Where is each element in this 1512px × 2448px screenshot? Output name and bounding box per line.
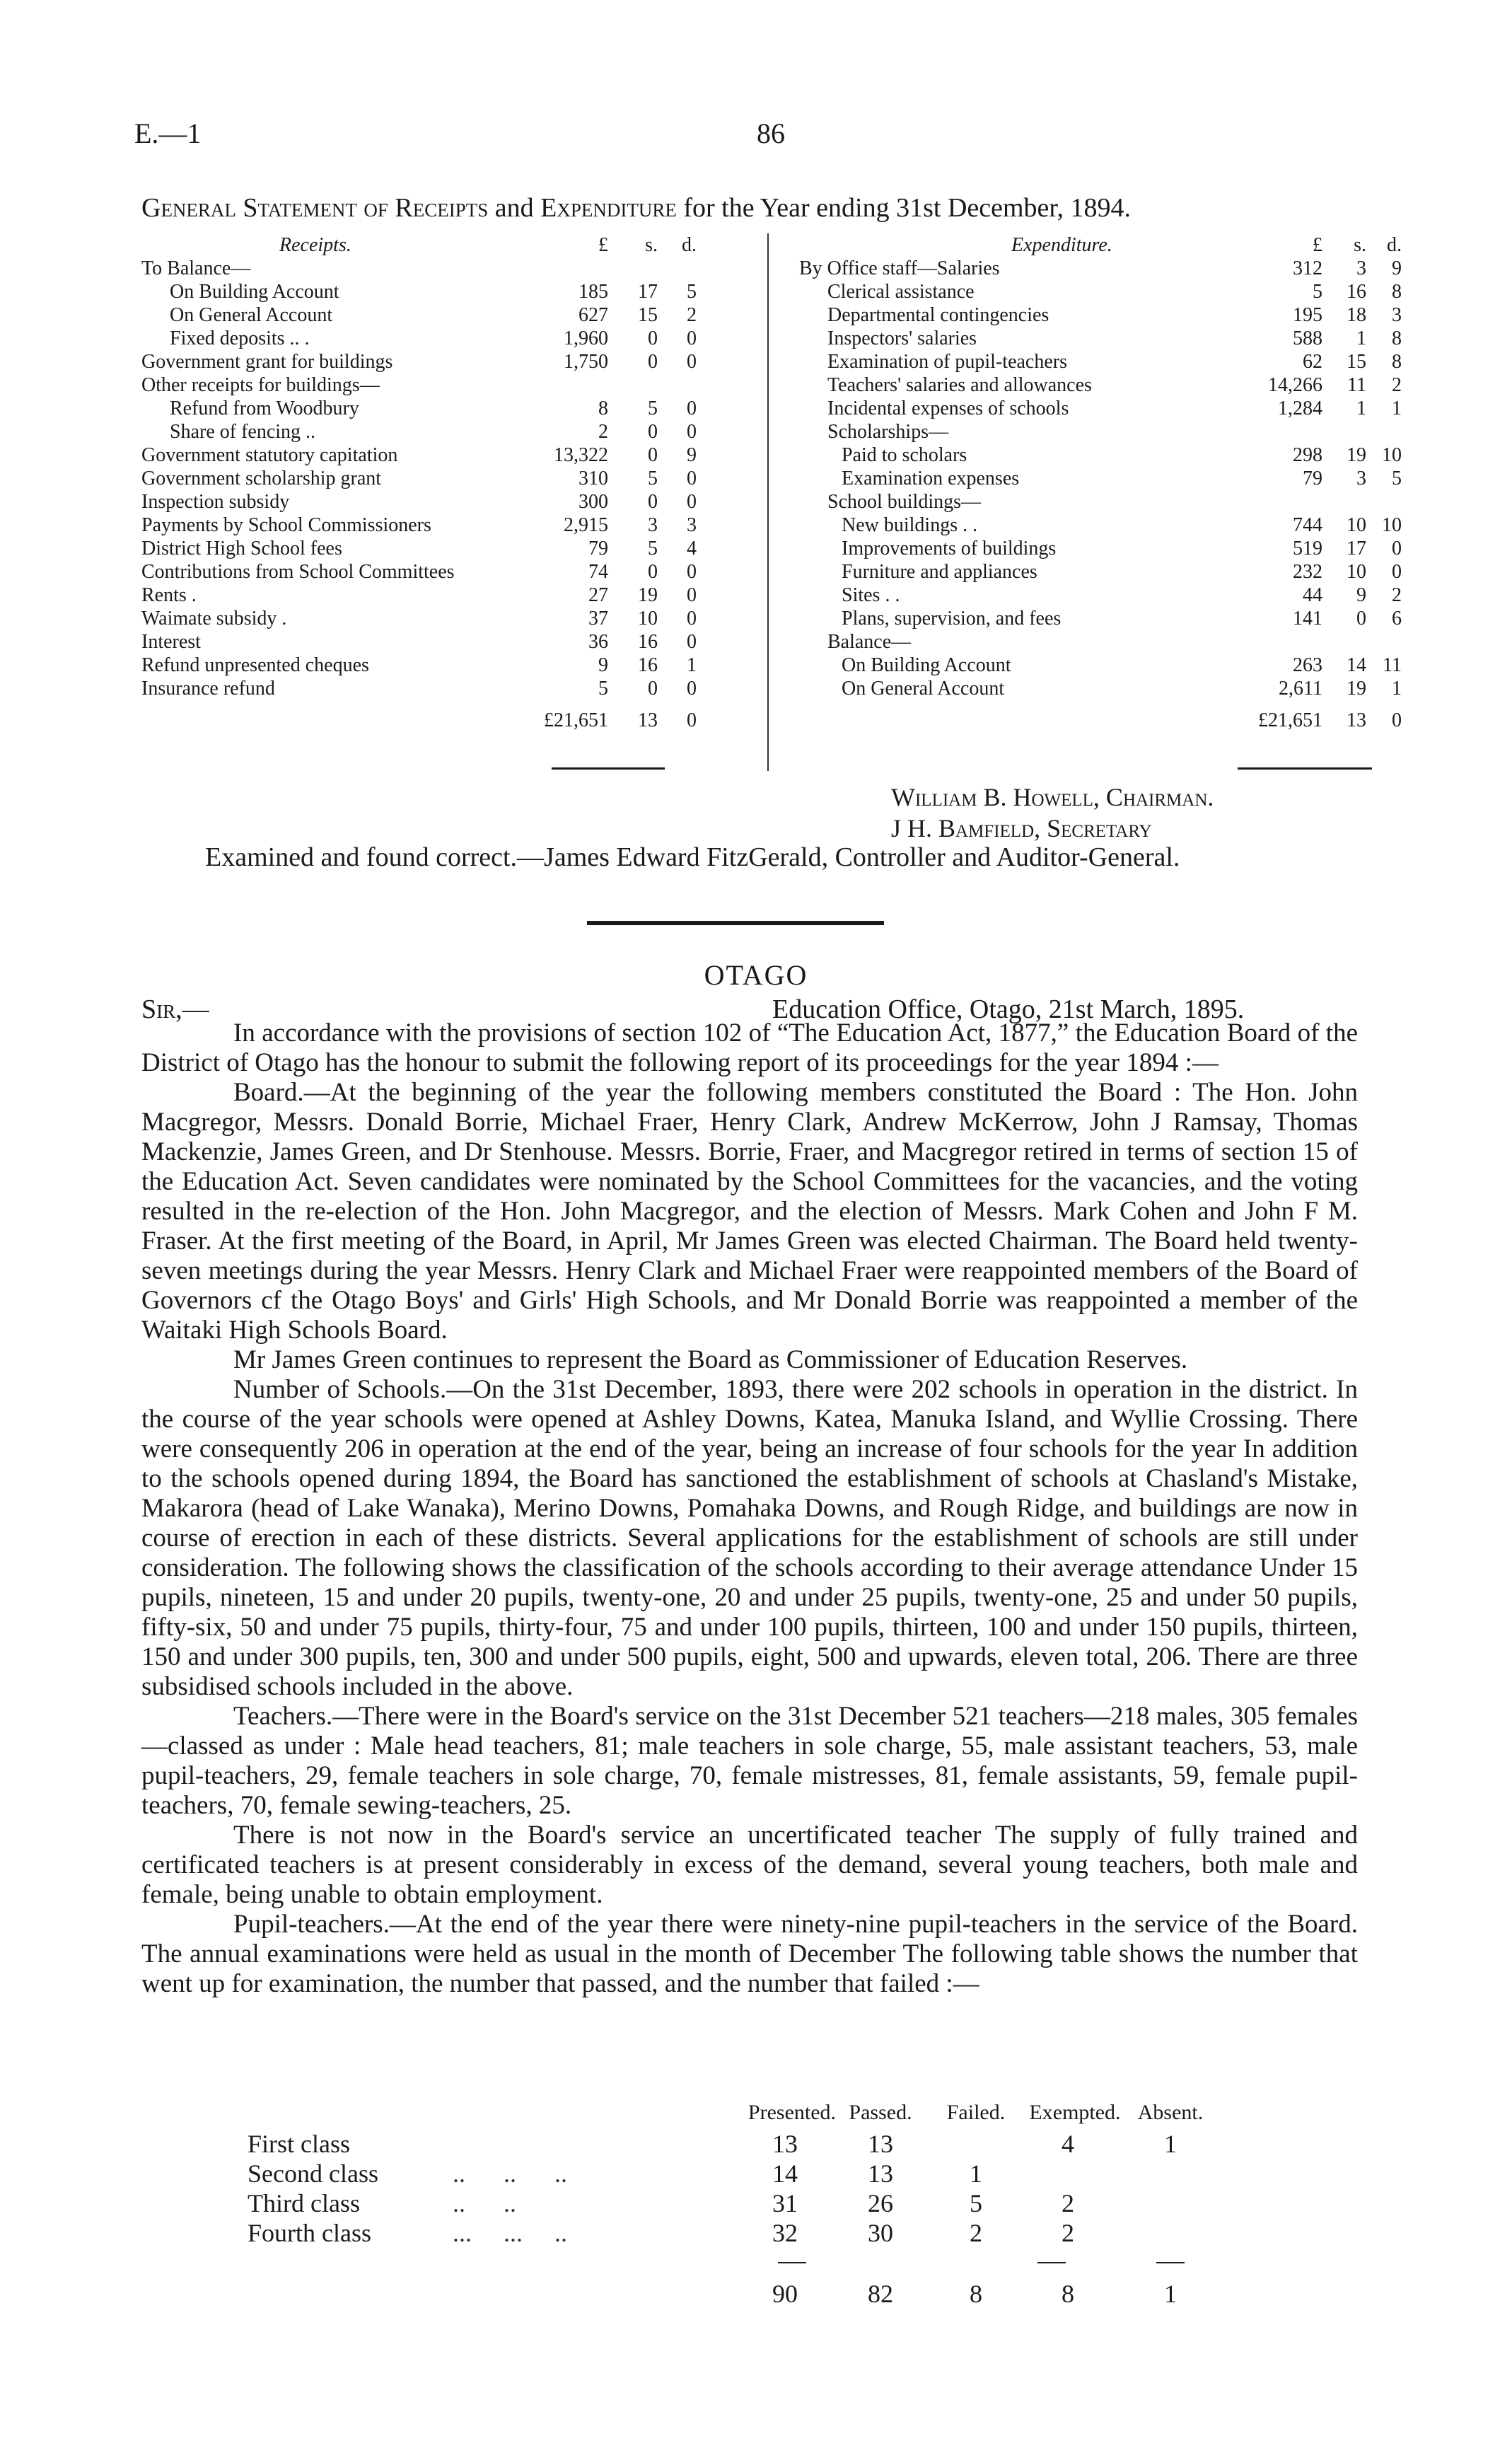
class-label: Fourth class: [248, 2219, 371, 2247]
class-label: Second class: [248, 2159, 378, 2188]
ledger-pence: 0: [687, 561, 697, 583]
header-presented: Presented.: [748, 2101, 837, 2124]
ledger-row: [799, 327, 1407, 350]
ledger-pounds: 27: [588, 584, 608, 606]
ledger-pounds: 185: [578, 281, 608, 303]
ledger-row-label: Balance—: [827, 631, 912, 653]
ledger-row-label: On General Account: [170, 304, 333, 326]
header-exempted: Exempted.: [1029, 2101, 1121, 2124]
cell-passed: 26: [868, 2189, 893, 2217]
cell-exempted: 2: [1062, 2219, 1074, 2247]
total-passed: 82: [868, 2280, 893, 2308]
ledger-shillings: 10: [638, 608, 658, 630]
ledger-pence: 8: [1392, 281, 1402, 303]
ledger-shillings: 0: [648, 561, 658, 583]
ledger-shillings: 10: [1347, 561, 1366, 583]
cell-presented: 32: [772, 2219, 798, 2247]
table-body: [141, 2129, 1358, 2248]
ledger-row: [799, 257, 1407, 280]
ledger-row-label: Sites . .: [842, 584, 900, 606]
paragraph-board: Board.—At the beginning of the year the following members constituted the Board : The Hon. John Macgregor, Messrs. Donald Borrie, Michael Fraer, Henry Clark, Andrew McKerrow, John J Ramsay, Thomas Mackenzie, James Green, and Dr Stenhouse. Messrs. Borrie, Fraer, and Macgregor retired in terms of section 15 of the Education Act. Seven candidates were nominated by the School Committees for the vacancies, and the voting resulted in the re-election of the Hon. John Macgregor, and the election of Messrs. Mark Cohen and John F M. Fraser. At the first meeting of the Board, in April, Mr James Green was elected Chairman. The Board held twenty-seven meetings during the year Messrs. Henry Clark and Michael Fraer were reappointed members of the Board of Governors cf the Otago Boys' and Girls' High Schools, and Mr Donald Borrie was reappointed a member of the Waitaki High Schools Board.: [141, 1078, 1358, 1345]
leader-dots: ... ... ..: [453, 2219, 567, 2247]
ledger-pence: 0: [687, 678, 697, 700]
ledger-row: [141, 280, 764, 303]
ledger-pounds: 36: [588, 631, 608, 653]
ledger-pounds: 2,915: [564, 514, 608, 536]
paragraph-teachers: Teachers.—There were in the Board's service on the 31st December 521 teachers—218 males, 305 females—classed as under : Male head teachers, 81; male teachers in sole charge, 55, male assistant teachers, 53, male pupil-teachers, 29, female teachers in sole charge, 70, female mistresses, 81, female assistants, 59, female pupil-teachers, 70, female sewing-teachers, 25.: [141, 1702, 1358, 1820]
ledger-pence: 3: [687, 514, 697, 536]
table-row: [141, 2129, 1358, 2159]
ledger-shillings: 0: [648, 491, 658, 513]
ledger-row-label: Fixed deposits .. .: [170, 327, 310, 349]
ledger-row: [799, 373, 1407, 397]
ledger-shillings: 18: [1347, 304, 1366, 326]
cell-failed: 2: [970, 2219, 982, 2247]
chairman-signature: William B. Howell, Chairman.: [891, 783, 1214, 811]
ledger-row-label: Share of fencing ..: [170, 421, 316, 443]
ledger-pounds: 141: [1293, 608, 1322, 630]
ledger-row: [141, 584, 764, 607]
ledger-pounds: 74: [588, 561, 608, 583]
table-row: [141, 2188, 1358, 2218]
ledger-pence: 10: [1382, 514, 1402, 536]
ledger-pounds: 5: [598, 678, 608, 700]
ledger-row-label: Government statutory capitation: [141, 444, 398, 466]
ledger-row-label: Scholarships—: [827, 421, 949, 443]
ledger-row: [799, 467, 1407, 490]
receipts-header-row: Receipts. £ s. d.: [279, 234, 697, 256]
ledger-row: [799, 654, 1407, 677]
ledger-pence: 0: [687, 421, 697, 443]
ledger-row: [799, 630, 1407, 654]
ledger-row-label: Government grant for buildings: [141, 351, 393, 373]
ledger-pounds: 9: [598, 654, 608, 676]
table-row: [141, 2159, 1358, 2188]
ledger-shillings: 3: [1356, 468, 1366, 489]
ledger-shillings: 0: [1356, 608, 1366, 630]
ledger-shillings: 15: [638, 304, 658, 326]
paragraph-pupil-teachers: Pupil-teachers.—At the end of the year there were ninety-nine pupil-teachers in the service of the Board. The annual examinations were held as usual in the month of December The following table shows the number that went up for examination, the number that passed, and the number that failed :—: [141, 1910, 1358, 1998]
report-body: [141, 1019, 1358, 1999]
paragraph-commissioner: Mr James Green continues to represent the Board as Commissioner of Education Reserves.: [233, 1345, 1188, 1374]
header-failed: Failed.: [946, 2101, 1006, 2124]
ledger-pence: 0: [687, 584, 697, 606]
ledger-row: [141, 654, 764, 677]
ledger-row-label: Departmental contingencies: [827, 304, 1049, 326]
ledger-pence: 3: [1392, 304, 1402, 326]
ledger-shillings: 19: [638, 584, 658, 606]
receipts-total-rule: [552, 767, 665, 770]
ledger-shillings: 0: [648, 444, 658, 466]
ledger-row: [799, 514, 1407, 537]
ledger-row: [141, 373, 764, 397]
receipts-total-pounds: £21,651: [544, 709, 608, 731]
page-number: 86: [757, 117, 785, 149]
receipts-table: [141, 233, 764, 732]
ledger-row: [141, 467, 764, 490]
header-absent: Absent.: [1137, 2101, 1204, 2124]
ledger-shillings: 1: [1356, 327, 1366, 349]
ledger-row-label: Paid to scholars: [842, 444, 967, 466]
ledger-row-label: Inspectors' salaries: [827, 327, 977, 349]
ledger-pounds: 8: [598, 398, 608, 419]
cell-presented: 13: [772, 2130, 798, 2158]
ledger-shillings: 9: [1356, 584, 1366, 606]
ledger-pence: 1: [1392, 678, 1402, 700]
ledger-shillings: 16: [638, 631, 658, 653]
ledger-row: [141, 303, 764, 327]
ledger-shillings: 0: [648, 327, 658, 349]
ledger-row: [799, 677, 1407, 700]
ledger-shillings: 1: [1356, 398, 1366, 419]
ledger-pence: 2: [1392, 374, 1402, 396]
class-label: First class: [248, 2130, 351, 2158]
table-header-row: [141, 2101, 1358, 2129]
section-separator: [587, 921, 884, 925]
ledger-pounds: 1,284: [1278, 398, 1322, 419]
ledger-pounds: 2,611: [1279, 678, 1322, 700]
ledger-row-label: Payments by School Commissioners: [141, 514, 431, 536]
ledger-shillings: 14: [1347, 654, 1366, 676]
cell-passed: 13: [868, 2130, 893, 2158]
ledger-pounds: 310: [578, 468, 608, 489]
ledger-shillings: 3: [1356, 257, 1366, 279]
ledger-row-label: Interest: [141, 631, 201, 653]
ledger-pounds: 312: [1293, 257, 1322, 279]
ledger-row: [141, 607, 764, 630]
ledger-pence: 2: [1392, 584, 1402, 606]
total-exempted: 8: [1062, 2280, 1074, 2308]
ledger-pounds: 1,960: [564, 327, 608, 349]
ledger-row-label: Waimate subsidy .: [141, 608, 287, 630]
leader-dots: .. ..: [453, 2189, 516, 2217]
ledger-pounds: 627: [578, 304, 608, 326]
ledger-row: [799, 280, 1407, 303]
ledger-pounds: 13,322: [554, 444, 608, 466]
ledger-pence: 0: [687, 631, 697, 653]
ledger-pounds: 232: [1293, 561, 1322, 583]
ledger-row-label: Insurance refund: [141, 678, 275, 700]
receipts-total-row: £21,651 13 0: [141, 709, 764, 732]
cell-failed: 5: [970, 2189, 982, 2217]
ledger-row-label: Plans, supervision, and fees: [842, 608, 1062, 630]
ledger-shillings: 16: [1347, 281, 1366, 303]
paragraph-certification: There is not now in the Board's service an uncertificated teacher The supply of fully trained and certificated teachers is at present considerably in excess of the demand, several young teachers, both male and female, being unable to obtain employment.: [141, 1821, 1358, 1909]
ledger-shillings: 10: [1347, 514, 1366, 536]
ledger-shillings: 5: [648, 538, 658, 559]
ledger-row: [141, 350, 764, 373]
paragraph-intro: In accordance with the provisions of section 102 of “The Education Act, 1877,” the Education Board of the District of Otago has the honour to submit the following report of its proceedings for the year 1894 :—: [141, 1019, 1358, 1077]
cell-passed: 30: [868, 2219, 893, 2247]
ledger-row-label: Incidental expenses of schools: [827, 398, 1069, 419]
ledger-row: [799, 303, 1407, 327]
cell-failed: 1: [970, 2159, 982, 2188]
ledger-pence: 11: [1383, 654, 1402, 676]
ledger-row: [799, 607, 1407, 630]
ledger-row: [141, 630, 764, 654]
ledger-pence: 9: [687, 444, 697, 466]
ledger-row: [141, 397, 764, 420]
ledger-row: [141, 677, 764, 700]
ledger-pence: 0: [687, 491, 697, 513]
ledger-pence: 1: [1392, 398, 1402, 419]
ledger-pounds: 744: [1293, 514, 1322, 536]
expenditure-rows: [799, 257, 1407, 700]
ledger-row: [799, 537, 1407, 560]
paragraph-schools: Number of Schools.—On the 31st December, 1893, there were 202 schools in operation in the district. In the course of the year schools were opened at Ashley Downs, Katea, Manuka Island, and Wyllie Crossing. There were consequently 206 in operation at the end of the year, being an increase of four schools for the year In addition to the schools opened during 1894, the Board has sanctioned the establishment of schools at Chasland's Mistake, Makarora (head of Lake Wanaka), Merino Downs, Pomahaka Downs, and Rough Ridge, and buildings are now in course of erection in each of these districts. Several applications for the establishment of schools are still under consideration. The following shows the classification of the schools according to their average attendance Under 15 pupils, nineteen, 15 and under 20 pupils, twenty-one, 20 and under 25 pupils, twenty-one, 25 and under 50 pupils, fifty-six, 50 and under 75 pupils, thirty-four, 75 and under 100 pupils, thirteen, 100 and under 150 pupils, thirteen, 150 and under 300 pupils, ten, 300 and under 500 pupils, eight, 500 and upwards, eleven total, 206. There are three subsidised schools included in the above.: [141, 1375, 1358, 1701]
ledger-row-label: On General Account: [842, 678, 1005, 700]
ledger-row: [141, 490, 764, 514]
total-absent: 1: [1164, 2280, 1177, 2308]
ledger-row-label: Clerical assistance: [827, 281, 975, 303]
ledger-row-label: Refund unpresented cheques: [141, 654, 369, 676]
ledger-row-label: To Balance—: [141, 257, 251, 279]
ledger-pence: 2: [687, 304, 697, 326]
secretary-signature: J H. Bamfield, Secretary: [891, 814, 1152, 842]
ledger-pence: 0: [687, 398, 697, 419]
expenditure-total-pounds: £21,651: [1258, 709, 1322, 731]
ledger-shillings: 0: [648, 351, 658, 373]
leader-dots: .. .. ..: [453, 2159, 567, 2188]
ledger-row-label: By Office staff—Salaries: [799, 257, 1000, 279]
ledger-row-label: Improvements of buildings: [842, 538, 1057, 559]
ledger-pounds: 79: [1303, 468, 1322, 489]
auditor-certification: Examined and found correct.—James Edward FitzGerald, Controller and Auditor-General.: [205, 842, 1180, 872]
ledger-row-label: District High School fees: [141, 538, 342, 559]
cell-presented: 31: [772, 2189, 798, 2217]
signature-block: [891, 782, 1214, 844]
ledger-row-label: Refund from Woodbury: [170, 398, 359, 419]
ledger-row: [141, 327, 764, 350]
ledger-row: [799, 350, 1407, 373]
section-title: OTAGO: [704, 959, 808, 991]
expenditure-heading: Expenditure.: [1011, 234, 1112, 256]
ledger-row-label: Furniture and appliances: [842, 561, 1037, 583]
ledger-pence: 5: [687, 281, 697, 303]
page-header: [134, 117, 1393, 159]
ledger-row-label: Inspection subsidy: [141, 491, 290, 513]
ledger-row: [141, 537, 764, 560]
total-failed: 8: [970, 2280, 982, 2308]
ledger-pence: 8: [1392, 351, 1402, 373]
ledger-shillings: 0: [648, 421, 658, 443]
ledger-pounds: 79: [588, 538, 608, 559]
expenditure-table: [799, 233, 1407, 732]
ledger-pence: 4: [687, 538, 697, 559]
total-rules: [141, 2248, 1358, 2279]
ledger-pounds: 37: [588, 608, 608, 630]
ledger-shillings: 15: [1347, 351, 1366, 373]
ledger-row-label: School buildings—: [827, 491, 982, 513]
ledger-pounds: 1,750: [564, 351, 608, 373]
ledger-row: [141, 420, 764, 443]
ledger-shillings: 17: [638, 281, 658, 303]
ledger-pounds: 519: [1293, 538, 1322, 559]
cell-exempted: 4: [1062, 2130, 1074, 2158]
ledger-pounds: 588: [1293, 327, 1322, 349]
expenditure-total-row: £21,651 13 0: [799, 709, 1407, 732]
header-passed: Passed.: [849, 2101, 912, 2124]
ledger-row: [799, 443, 1407, 467]
ledger-shillings: 19: [1347, 678, 1366, 700]
office-date-line: Education Office, Otago, 21st March, 1895.: [772, 994, 1245, 1024]
ledger-pounds: 263: [1293, 654, 1322, 676]
ledger-shillings: 11: [1347, 374, 1366, 396]
ledger-pence: 9: [1392, 257, 1402, 279]
ledger-row-label: On Building Account: [170, 281, 339, 303]
ledger-row-label: Examination expenses: [842, 468, 1020, 489]
ledger-pounds: 14,266: [1268, 374, 1322, 396]
ledger-pence: 8: [1392, 327, 1402, 349]
ledger-row: [799, 584, 1407, 607]
cell-presented: 14: [772, 2159, 798, 2188]
expenditure-total-rule: [1238, 767, 1372, 770]
ledger-pounds: 5: [1313, 281, 1322, 303]
ledger-row: [799, 490, 1407, 514]
ledger-pence: 0: [1392, 561, 1402, 583]
ledger-row: [799, 397, 1407, 420]
ledger-row-label: Government scholarship grant: [141, 468, 382, 489]
ledger-shillings: 3: [648, 514, 658, 536]
ledger-pence: 0: [687, 608, 697, 630]
ledger-shillings: 17: [1347, 538, 1366, 559]
ledger-shillings: 0: [648, 678, 658, 700]
column-divider: [767, 233, 769, 771]
ledger-row: [141, 257, 764, 280]
ledger-shillings: 19: [1347, 444, 1366, 466]
ledger-row: [141, 560, 764, 584]
ledger-shillings: 5: [648, 398, 658, 419]
total-presented: 90: [772, 2280, 798, 2308]
ledger-shillings: 16: [638, 654, 658, 676]
ledger-pounds: 298: [1293, 444, 1322, 466]
cell-passed: 13: [868, 2159, 893, 2188]
ledger-pence: 5: [1392, 468, 1402, 489]
ledger-pence: 0: [687, 468, 697, 489]
cell-exempted: 2: [1062, 2189, 1074, 2217]
ledger-row-label: Contributions from School Committees: [141, 561, 455, 583]
ledger-shillings: 5: [648, 468, 658, 489]
statement-title: General Statement of Receipts and Expenditure for the Year ending 31st December, 1894.: [141, 193, 1132, 223]
ledger-pence: 0: [1392, 538, 1402, 559]
ledger-pounds: 300: [578, 491, 608, 513]
ledger-row-label: On Building Account: [842, 654, 1011, 676]
class-label: Third class: [248, 2189, 360, 2217]
ledger-pounds: 62: [1303, 351, 1322, 373]
ledger-row-label: Rents .: [141, 584, 197, 606]
ledger-pounds: 2: [598, 421, 608, 443]
ledger-row-label: Teachers' salaries and allowances: [827, 374, 1092, 396]
ledger-row: [799, 560, 1407, 584]
ledger-pounds: 195: [1293, 304, 1322, 326]
report-code: E.—1: [134, 117, 202, 149]
ledger-pence: 10: [1382, 444, 1402, 466]
salutation: Sir,—: [141, 994, 209, 1024]
ledger-pence: 0: [687, 327, 697, 349]
ledger-row: [141, 514, 764, 537]
ledger-row-label: Examination of pupil-teachers: [827, 351, 1067, 373]
receipts-rows: [141, 257, 764, 700]
ledger-row-label: Other receipts for buildings—: [141, 374, 380, 396]
ledger-pence: 6: [1392, 608, 1402, 630]
pupil-teacher-table: [141, 2101, 1358, 2309]
ledger-pence: 1: [687, 654, 697, 676]
ledger-row: [141, 443, 764, 467]
cell-absent: 1: [1164, 2130, 1177, 2158]
expenditure-header-row: Expenditure. £ s. d.: [1011, 234, 1402, 256]
receipts-heading: Receipts.: [279, 234, 351, 256]
ledger-row-label: New buildings . .: [842, 514, 978, 536]
table-total-row: [141, 2279, 1358, 2309]
table-row: [141, 2218, 1358, 2248]
ledger-pounds: 44: [1303, 584, 1322, 606]
ledger-row: [799, 420, 1407, 443]
ledger-pence: 0: [687, 351, 697, 373]
